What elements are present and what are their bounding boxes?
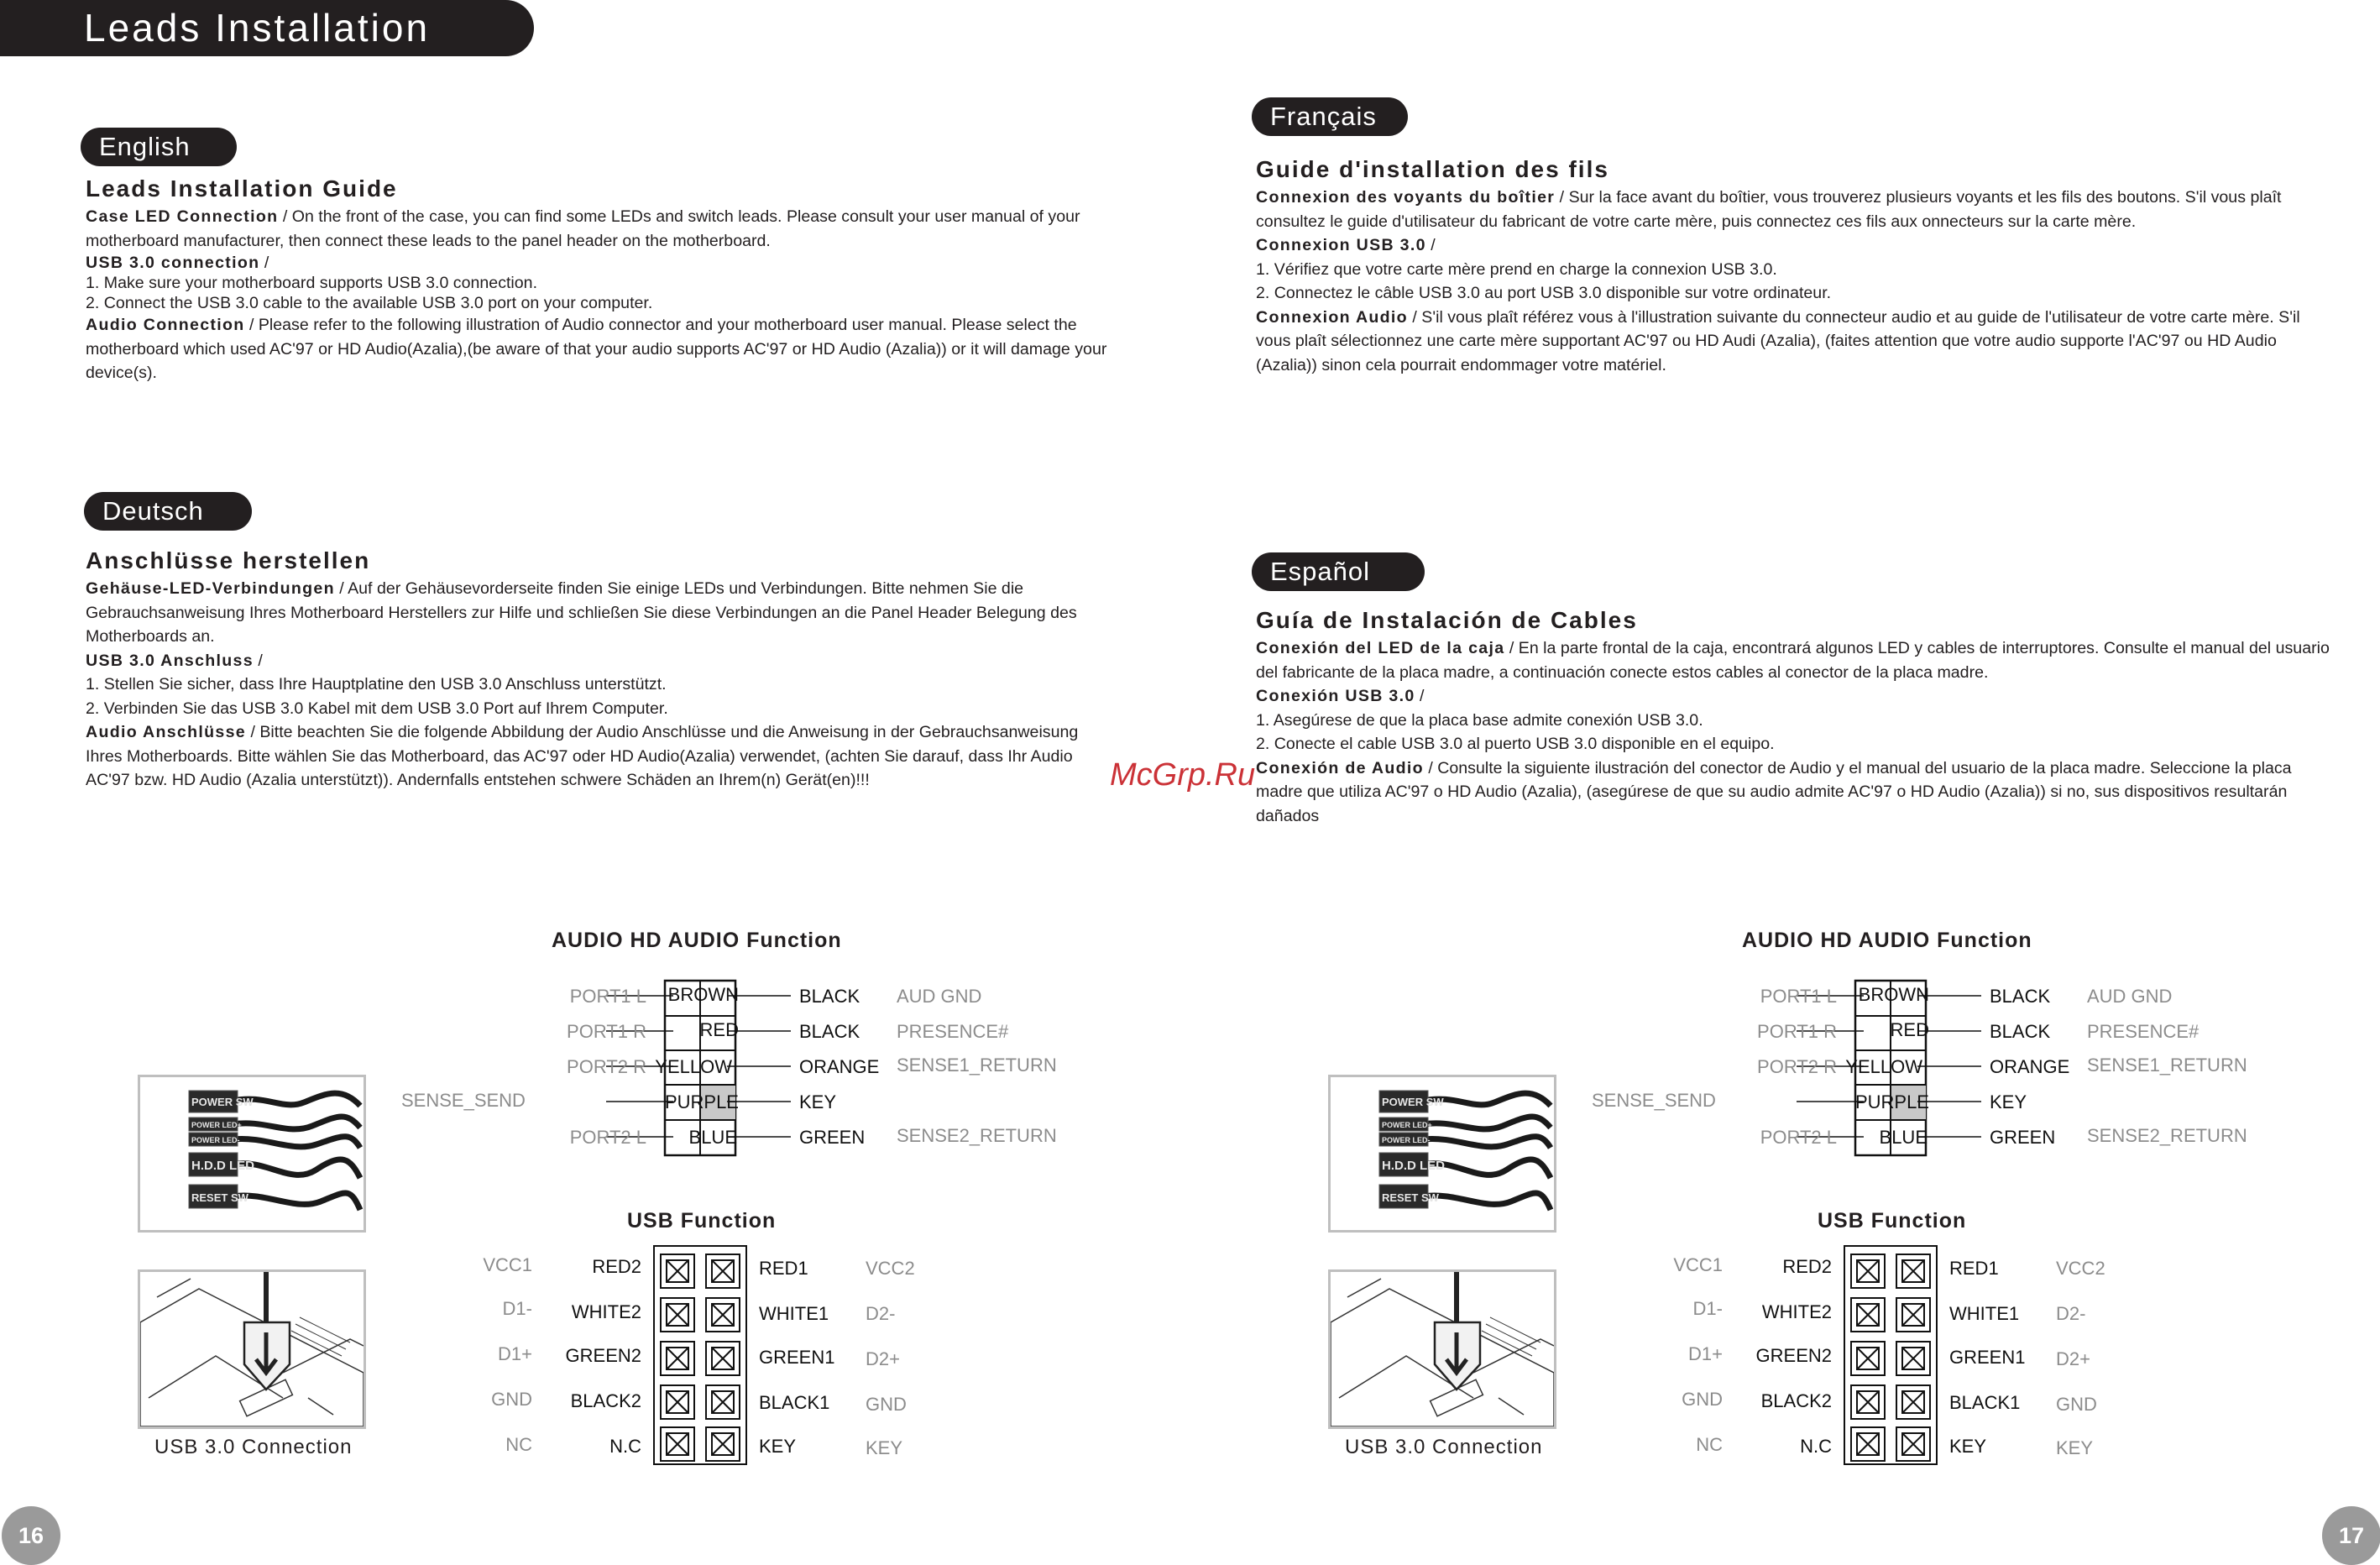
usb3-connection-photo: [1328, 1269, 1556, 1429]
usb-step-1: 1. Make sure your motherboard supports USB 3.0 connection.: [86, 274, 538, 292]
audio-label: Audio Anschlüsse: [86, 723, 247, 741]
audio-right-wire: GREEN: [1990, 1127, 2056, 1148]
panel-label-power-led-plus: POWER LED+: [1382, 1121, 1432, 1129]
panel-label-power-sw: POWER SW: [191, 1096, 254, 1108]
usb-left-wire: N.C: [609, 1436, 641, 1457]
panel-label-power-led-minus: POWER LED-: [1382, 1136, 1431, 1144]
case-led-text: Auf der Gehäusevorderseite finden Sie einige LEDs und Verbindungen. Bitte nehmen Sie die Gebrauchsanweisung Ihres Motherboard Herstellers zur Hilfe und schließen Sie diese Verbindungen an die Panel Header Belegung des Motherboards an.: [86, 579, 1077, 646]
usb3-connection-photo: [138, 1269, 366, 1429]
usb-right-wire: RED1: [759, 1258, 808, 1279]
usb-right-wire: GREEN1: [1949, 1347, 2026, 1368]
audio-right-wire: KEY: [799, 1091, 837, 1112]
audio-text: Bitte beachten Sie die folgende Abbildung der Audio Anschlüsse und die Anweisung in der Gebrauchsanweisung Ihres Motherboards. Bitte wählen Sie das Motherboard, das AC'97 oder HD Audio(Azalia) verwendet, (achten Sie darauf, dass Ihr Audio AC'97 bzw. HD Audio (Azalia unterstützt)). Andernfalls entstehen schwere Schäden an Ihrem(n) Gerät(en)!!!: [86, 723, 1079, 789]
audio-left-wire: BLUE: [688, 1127, 737, 1148]
lang-tab-deutsch: Deutsch: [84, 492, 252, 531]
panel-label-reset-sw: RESET SW: [1382, 1191, 1439, 1204]
usb-right-wire: KEY: [1949, 1436, 1987, 1457]
section-heading: Guide d'installation des fils: [1256, 156, 1609, 182]
panel-label-power-sw: POWER SW: [1382, 1096, 1444, 1108]
case-led-text: Sur la face avant du boîtier, vous trouverez plusieurs voyants et les fils des boutons. S'il vous plaît consultez le guide d'utilisateur du fabricant de votre carte mère, puis connectez ces fils aux onnecteurs sur la carte mère.: [1256, 188, 2282, 231]
cable-illustration: [140, 1077, 364, 1230]
audio-right-signal: AUD GND: [897, 986, 982, 1007]
cable-illustration: [1331, 1077, 1554, 1230]
usb-step-1: 1. Vérifiez que votre carte mère prend en charge la connexion USB 3.0.: [1256, 259, 1777, 279]
case-led-label: Conexión del LED de la caja: [1256, 639, 1505, 657]
audio-right-signal: PRESENCE#: [2087, 1021, 2200, 1042]
usb-right-signal: VCC2: [2056, 1258, 2105, 1279]
usb-right-signal: KEY: [2056, 1437, 2094, 1458]
usb-right-wire: WHITE1: [759, 1303, 829, 1324]
usb-right-signal: GND: [2056, 1394, 2097, 1415]
usb-left-wire: RED2: [592, 1256, 641, 1277]
case-led-text: En la parte frontal de la caja, encontrará algunos LED y cables de interruptores. Consulte el manual del usuario del fabricante de la placa madre, a continuación conecte estos cables al conector de la placa madre.: [1256, 639, 2330, 682]
audio-label: Conexión de Audio: [1256, 758, 1424, 777]
usb-right-wire: KEY: [759, 1436, 797, 1457]
usb-step-2: 2. Connect the USB 3.0 cable to the available USB 3.0 port on your computer.: [86, 294, 653, 312]
panel-label-hdd-led: H.D.D LED: [1382, 1159, 1445, 1173]
section-francais: Guide d'installation des fils Connexion des voyants du boîtier / Sur la face avant du boîtier, vous trouverez plusieurs voyants et les fils des boutons. S'il vous plaît consultez le guide d'utilisateur du fabricant de votre carte mère, puis connectez ces fils aux onnecteurs sur la carte mère. Connexion USB 3.0 / 1. Vérifiez que votre carte mère prend en charge la connexion USB 3.0. 2. Connectez le câble USB 3.0 au port USB 3.0 disponible sur votre ordinateur. Connexion Audio / S'il vous plaît référez vous à l'illustration suivante du connecteur audio et au guide de l'utilisateur de votre carte mère. S'il vous plaît sélectionnez une carte mère supportant AC'97 ou HD Audi (Azalia), (faites attention que votre audio supporte l'AC'97 ou HD Audio (Azalia)) sinon cela pourrait endommager votre matériel.: [1256, 155, 2332, 377]
audio-left-wire: YELLOW: [1845, 1056, 1922, 1077]
audio-text: Please refer to the following illustration of Audio connector and your motherboard user manual. Please select the motherboard which used AC'97 or HD Audio(Azalia),(be aware of that your audio supports AC'97 or HD Audio (Azalia)) or it will damage your device(s).: [86, 316, 1107, 382]
usb-diagram-title: USB Function: [1818, 1209, 1967, 1233]
usb-left-signal: VCC1: [1673, 1254, 1723, 1275]
audio-left-signal: PORT1 L: [1760, 986, 1837, 1007]
audio-left-wire: YELLOW: [655, 1056, 732, 1077]
audio-left-wire: BROWN: [1858, 984, 1929, 1005]
lang-tab-francais: Français: [1252, 97, 1408, 136]
diagram-group-right: [1325, 924, 2380, 1545]
audio-left-wire: PURPLE: [664, 1091, 739, 1112]
page-number-right: 17: [2322, 1506, 2380, 1565]
audio-left-wire: BROWN: [667, 984, 739, 1005]
usb3-photo-caption: USB 3.0 Connection: [1345, 1436, 1543, 1458]
panel-label-hdd-led: H.D.D LED: [191, 1159, 254, 1173]
usb3-plug-illustration: [140, 1272, 364, 1426]
audio-left-signal: PORT2 L: [569, 1127, 646, 1148]
audio-left-signal: PORT2 R: [1757, 1056, 1837, 1077]
usb-left-wire: BLACK2: [570, 1390, 641, 1411]
usb-step-2: 2. Conecte el cable USB 3.0 al puerto USB 3.0 disponible en el equipo.: [1256, 735, 1775, 753]
section-espanol: Guía de Instalación de Cables Conexión del LED de la caja / En la parte frontal de la caja, encontrará algunos LED y cables de interruptores. Consulte el manual del usuario del fabricante de la placa madre, a continuación conecte estos cables al conector de la placa madre. Conexión USB 3.0 / 1. Asegúrese de que la placa base admite conexión USB 3.0. 2. Conecte el cable USB 3.0 al puerto USB 3.0 disponible en el equipo. Conexión de Audio / Consulte la siguiente ilustración del conector de Audio y el manual del usuario de la placa madre. Seleccione la placa madre que utiliza AC'97 o HD Audio (Azalia), (asegúrese de que su audio admite AC'97 o HD Audio (Azalia)) si no, sus dispositivos resultarán dañados: [1256, 606, 2332, 828]
panel-label-reset-sw: RESET SW: [191, 1191, 248, 1204]
usb-right-signal: D2-: [866, 1303, 896, 1324]
case-led-label: Gehäuse-LED-Verbindungen: [86, 579, 335, 598]
audio-right-wire: BLACK: [799, 1021, 860, 1042]
front-panel-cable-photo: [1328, 1075, 1556, 1233]
usb-step-1: 1. Stellen Sie sicher, dass Ihre Hauptplatine den USB 3.0 Anschluss unterstützt.: [86, 675, 667, 694]
audio-label: Audio Connection: [86, 316, 245, 334]
watermark: McGrp.Ru: [1110, 757, 1256, 793]
usb-left-signal: D1+: [498, 1343, 532, 1364]
audio-right-signal: SENSE1_RETURN: [2087, 1055, 2247, 1076]
case-led-label: Connexion des voyants du boîtier: [1256, 188, 1556, 207]
audio-left-signal: PORT2 R: [567, 1056, 646, 1077]
audio-left-wire: BLUE: [1879, 1127, 1928, 1148]
usb-right-signal: D2+: [866, 1348, 900, 1369]
page-title: Leads Installation: [0, 0, 534, 56]
usb-right-wire: BLACK1: [759, 1392, 830, 1413]
usb3-plug-illustration: [1331, 1272, 1554, 1426]
usb-left-signal: D1-: [1692, 1298, 1723, 1319]
audio-right-wire: GREEN: [799, 1127, 866, 1148]
audio-right-signal: SENSE2_RETURN: [897, 1125, 1057, 1146]
usb-left-signal: D1+: [1688, 1343, 1723, 1364]
usb-right-signal: D2-: [2056, 1303, 2086, 1324]
diagram-group-left: [134, 924, 1226, 1545]
usb-right-wire: GREEN1: [759, 1347, 835, 1368]
lang-tab-english: English: [81, 128, 237, 166]
audio-right-wire: ORANGE: [799, 1056, 880, 1077]
usb-left-wire: WHITE2: [1761, 1301, 1832, 1322]
audio-right-wire: BLACK: [1990, 986, 2051, 1007]
audio-left-signal: PORT2 L: [1760, 1127, 1837, 1148]
audio-left-wire: RED: [699, 1019, 739, 1040]
case-led-text: On the front of the case, you can find some LEDs and switch leads. Please consult your user manual of your motherboard manufacturer, then connect these leads to the panel header on the motherboard.: [86, 207, 1080, 250]
panel-label-power-led-minus: POWER LED-: [191, 1136, 240, 1144]
usb-left-wire: N.C: [1800, 1436, 1832, 1457]
audio-right-signal: AUD GND: [2087, 986, 2173, 1007]
usb-step-2: 2. Connectez le câble USB 3.0 au port USB 3.0 disponible sur votre ordinateur.: [1256, 284, 1832, 302]
audio-text: Consulte la siguiente ilustración del conector de Audio y el manual del usuario de la placa madre. Seleccione la placa madre que utiliza AC'97 o HD Audio (Azalia), (asegúrese de que su audio admite AC'97 o HD Audio (Azalia)) si no, sus dispositivos resultarán dañados: [1256, 758, 2292, 825]
audio-left-wire: RED: [1890, 1019, 1929, 1040]
usb-left-signal: NC: [1696, 1434, 1723, 1455]
usb-left-wire: BLACK2: [1760, 1390, 1832, 1411]
audio-right-wire: ORANGE: [1990, 1056, 2070, 1077]
usb-left-signal: VCC1: [483, 1254, 532, 1275]
usb-step-2: 2. Verbinden Sie das USB 3.0 Kabel mit dem USB 3.0 Port auf Ihrem Computer.: [86, 699, 668, 718]
audio-diagram-title: AUDIO HD AUDIO Function: [1742, 929, 2032, 952]
audio-left-signal: SENSE_SEND: [401, 1090, 526, 1111]
usb-left-signal: NC: [505, 1434, 532, 1455]
audio-text: S'il vous plaît référez vous à l'illustration suivante du connecteur audio et au guide de l'utilisateur de votre carte mère. S'il vous plaît sélectionnez une carte mère supportant AC'97 ou HD Audi (Azalia), (faites attention que votre audio supporte l'AC'97 ou HD Audio (Azalia)) sinon cela pourrait endommager votre matériel.: [1256, 307, 2300, 374]
usb3-photo-caption: USB 3.0 Connection: [154, 1436, 353, 1458]
usb-left-wire: RED2: [1782, 1256, 1832, 1277]
usb-right-wire: WHITE1: [1949, 1303, 2020, 1324]
section-english: Leads Installation Guide Case LED Connection / On the front of the case, you can find some LEDs and switch leads. Please consult your user manual of your motherboard manufacturer, then connect these leads to the panel header on the motherboard. USB 3.0 connection / 1. Make sure your motherboard supports USB 3.0 connection. 2. Connect the USB 3.0 cable to the available USB 3.0 port on your computer. Audio Connection / Please refer to the following illustration of Audio connector and your motherboard user manual. Please select the motherboard which used AC'97 or HD Audio(Azalia),(be aware of that your audio supports AC'97 or HD Audio (Azalia)) or it will damage your device(s).: [86, 175, 1118, 385]
case-led-label: Case LED Connection: [86, 207, 279, 226]
audio-right-signal: PRESENCE#: [897, 1021, 1009, 1042]
usb-left-wire: GREEN2: [565, 1345, 641, 1366]
panel-label-power-led-plus: POWER LED+: [191, 1121, 242, 1129]
front-panel-cable-photo: [138, 1075, 366, 1233]
audio-right-wire: KEY: [1990, 1091, 2027, 1112]
usb-right-signal: D2+: [2056, 1348, 2090, 1369]
usb-right-signal: VCC2: [866, 1258, 915, 1279]
audio-diagram-title: AUDIO HD AUDIO Function: [552, 929, 842, 952]
audio-left-signal: PORT1 R: [567, 1021, 646, 1042]
audio-right-signal: SENSE1_RETURN: [897, 1055, 1057, 1076]
section-heading: Leads Installation Guide: [86, 175, 398, 202]
usb-label: Conexión USB 3.0: [1256, 687, 1415, 705]
audio-label: Connexion Audio: [1256, 307, 1408, 327]
usb-right-wire: RED1: [1949, 1258, 1999, 1279]
usb-left-signal: D1-: [502, 1298, 532, 1319]
audio-left-signal: PORT1 R: [1757, 1021, 1837, 1042]
usb-label: USB 3.0 Anschluss: [86, 651, 254, 670]
page-number-left: 16: [2, 1506, 60, 1565]
usb-left-wire: WHITE2: [571, 1301, 641, 1322]
usb-diagram-title: USB Function: [627, 1209, 777, 1233]
audio-right-wire: BLACK: [799, 986, 860, 1007]
usb-right-wire: BLACK1: [1949, 1392, 2021, 1413]
usb-step-1: 1. Asegúrese de que la placa base admite conexión USB 3.0.: [1256, 710, 1703, 730]
lang-tab-espanol: Español: [1252, 552, 1425, 591]
usb-label: USB 3.0 connection: [86, 254, 260, 272]
audio-left-signal: SENSE_SEND: [1592, 1090, 1716, 1111]
usb-right-signal: GND: [866, 1394, 907, 1415]
usb-label: Connexion USB 3.0: [1256, 236, 1426, 254]
usb-left-wire: GREEN2: [1755, 1345, 1832, 1366]
usb-left-signal: GND: [491, 1389, 532, 1410]
section-heading: Guía de Instalación de Cables: [1256, 607, 1638, 633]
usb-left-signal: GND: [1682, 1389, 1723, 1410]
audio-right-signal: SENSE2_RETURN: [2087, 1125, 2247, 1146]
usb-right-signal: KEY: [866, 1437, 903, 1458]
section-deutsch: Anschlüsse herstellen Gehäuse-LED-Verbindungen / Auf der Gehäusevorderseite finden Sie einige LEDs und Verbindungen. Bitte nehmen Sie die Gebrauchsanweisung Ihres Motherboard Herstellers zur Hilfe und schließen Sie diese Verbindungen an die Panel Header Belegung des Motherboards an. USB 3.0 Anschluss / 1. Stellen Sie sicher, dass Ihre Hauptplatine den USB 3.0 Anschluss unterstützt. 2. Verbinden Sie das USB 3.0 Kabel mit dem USB 3.0 Port auf Ihrem Computer. Audio Anschlüsse / Bitte beachten Sie die folgende Abbildung der Audio Anschlüsse und die Anweisung in der Gebrauchsanweisung Ihres Motherboards. Bitte wählen Sie das Motherboard, das AC'97 oder HD Audio(Azalia) verwendet, (achten Sie darauf, dass Ihr Audio AC'97 bzw. HD Audio (Azalia unterstützt)). Andernfalls entstehen schwere Schäden an Ihrem(n) Gerät(en)!!!: [86, 547, 1118, 793]
audio-right-wire: BLACK: [1990, 1021, 2051, 1042]
audio-left-signal: PORT1 L: [569, 986, 646, 1007]
audio-left-wire: PURPLE: [1854, 1091, 1929, 1112]
section-heading: Anschlüsse herstellen: [86, 547, 371, 573]
